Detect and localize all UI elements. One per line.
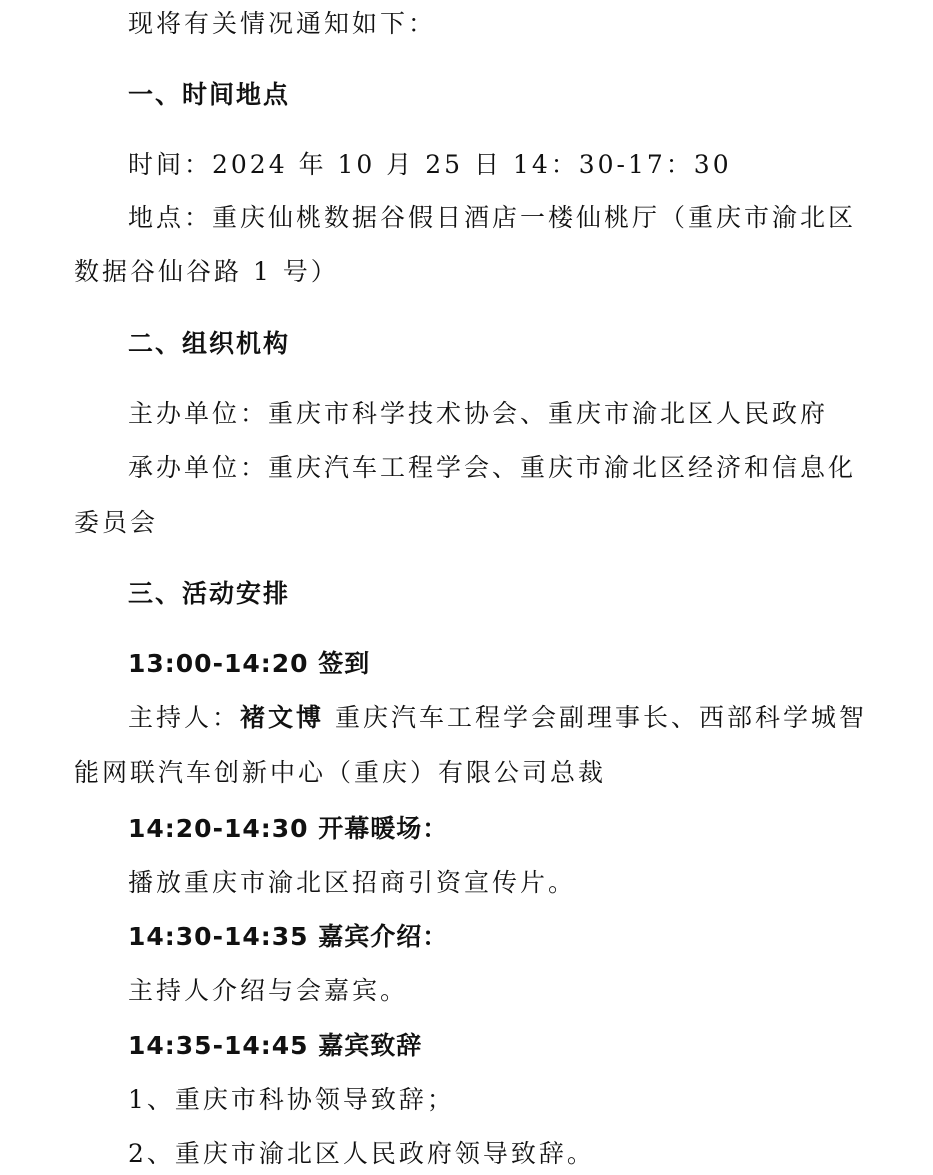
organizer-unit-line1: 承办单位：重庆汽车工程学会、重庆市渝北区经济和信息化 xyxy=(128,453,857,482)
section-heading-time-place: 一、时间地点 xyxy=(128,80,291,109)
time-text: 时间：2024 年 10 月 25 日 14：30-17：30 xyxy=(128,150,732,179)
host-unit-text: 主办单位：重庆市科学技术协会、重庆市渝北区人民政府 xyxy=(128,399,829,428)
place-text-line2: 数据谷仙谷路 1 号） xyxy=(74,257,339,286)
place-text-line1: 地点：重庆仙桃数据谷假日酒店一楼仙桃厅（重庆市渝北区 xyxy=(128,203,857,232)
intro-text: 现将有关情况通知如下： xyxy=(128,9,437,38)
guest-intro-desc: 主持人介绍与会嘉宾。 xyxy=(128,976,409,1005)
moderator-line1 xyxy=(128,701,867,735)
speech-point-1: 1、重庆市科协领导致辞； xyxy=(128,1085,455,1114)
schedule-item-signin: 13:00-14:20 签到 xyxy=(128,649,371,678)
schedule-item-opening: 14:20-14:30 开幕暖场： xyxy=(128,814,449,843)
section-heading-organization: 二、组织机构 xyxy=(128,329,291,358)
moderator-prefix: 主持人： xyxy=(128,703,241,732)
moderator-line2: 能网联汽车创新中心（重庆）有限公司总裁 xyxy=(74,758,607,787)
organizer-unit-line2: 委员会 xyxy=(74,508,159,537)
opening-desc: 播放重庆市渝北区招商引资宣传片。 xyxy=(128,868,577,897)
schedule-item-guest-intro: 14:30-14:35 嘉宾介绍： xyxy=(128,922,449,951)
schedule-item-speeches: 14:35-14:45 嘉宾致辞 xyxy=(128,1031,423,1060)
moderator-title-line1: 重庆汽车工程学会副理事长、西部科学城智 xyxy=(324,703,867,732)
moderator-name: 褚文博 xyxy=(240,703,325,732)
speech-point-2: 2、重庆市渝北区人民政府领导致辞。 xyxy=(128,1139,595,1168)
section-heading-schedule: 三、活动安排 xyxy=(128,579,291,608)
